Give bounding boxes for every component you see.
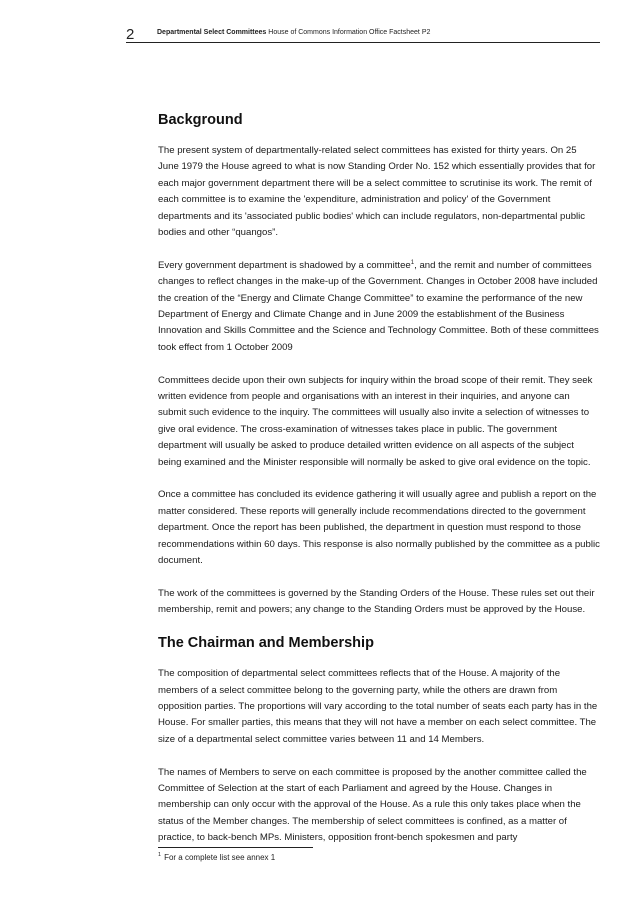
footnote [158,853,275,862]
paragraph: The names of Members to serve on each committee is proposed by the another committee called the Committee of Selection at the start of each Parliament and agreed by the House. Changes in membership can only occur with the approval of the House. As a rule this only takes place when the status of the Member changes. The membership of select committees is confined, as a matter of practice, to back-bench MPs. Ministers, opposition front-bench spokesmen and party [158,766,587,844]
paragraph: The composition of departmental select committees reflects that of the House. A majority of the members of a select committee belong to the governing party, while the others are drawn from opposition parties. The proportions will vary according to the total number of seats each party has in the House. For smaller parties, this means that they will not have a member on each select committee. The size of a departmental select committee varies between 11 and 14 Members. [158,668,598,745]
paragraph: Once a committee has concluded its evidence gathering it will usually agree and publish a report on the matter considered. These reports will generally include recommendations directed to the government department. Once the report has been published, the department in question must respond to those recommendations within 60 days. This response is also normally published by the committee as a public document. [158,489,600,567]
footnote-reference[interactable]: 1 [410,259,415,266]
paragraph: The present system of departmentally-related select committees has existed for thirty years. On 25 June 1979 the House agreed to what is now Standing Order No. 152 which essentially provides that for each major government department there will be a select committee to scrutinise its work. The remit of each committee is to examine the 'expenditure, administration and policy' of the Government departments and its 'associated public bodies' which can include regulators, non-departmental public bodies and other “quangos”. [158,145,596,239]
running-header [126,28,600,43]
running-title-bold: Departmental Select Committees [157,29,267,36]
paragraph-text: Every government department is shadowed by a committee [158,259,411,271]
section-heading-chairman-membership: The Chairman and Membership [158,635,374,652]
running-title [157,29,430,36]
paragraph-text: , and the remit and number of committees changes to reflect changes in the make-up of the Government. Changes in October 2008 have included the creation of the “Energy and Climate Change Committee” to examine the performance of the new Department of Energy and Climate Change and in June 2009 the establishment of the Business Innovation and Skills Committee and the Science and Technology Committee. Both of these committees took effect from 1 October 2009 [158,259,599,353]
running-title-rest: House of Commons Information Office Factsheet P2 [266,29,431,36]
page-body [158,112,600,863]
footnote-divider [158,847,313,848]
section-heading-background: Background [158,112,243,128]
paragraph: Committees decide upon their own subjects for inquiry within the broad scope of their remit. They seek written evidence from people and organisations with an interest in their inquiries, and anyone can submit such evidence to the inquiry. The committees will usually also invite a selection of witnesses to give oral evidence. The cross-examination of witnesses takes place in public. The government department will usually be asked to produce detailed written evidence on all aspects of the subject being examined and the Minister responsible will normally be asked to give oral evidence on the topic. [158,374,593,468]
footnote-text: For a complete list see annex 1 [164,853,276,862]
paragraph: The work of the committees is governed by the Standing Orders of the House. These rules set out their membership, remit and powers; any change to the Standing Orders must be approved by the House. [158,587,595,616]
paragraph [158,258,600,356]
page-number: 2 [126,26,135,43]
footnote-marker: 1 [158,852,162,859]
